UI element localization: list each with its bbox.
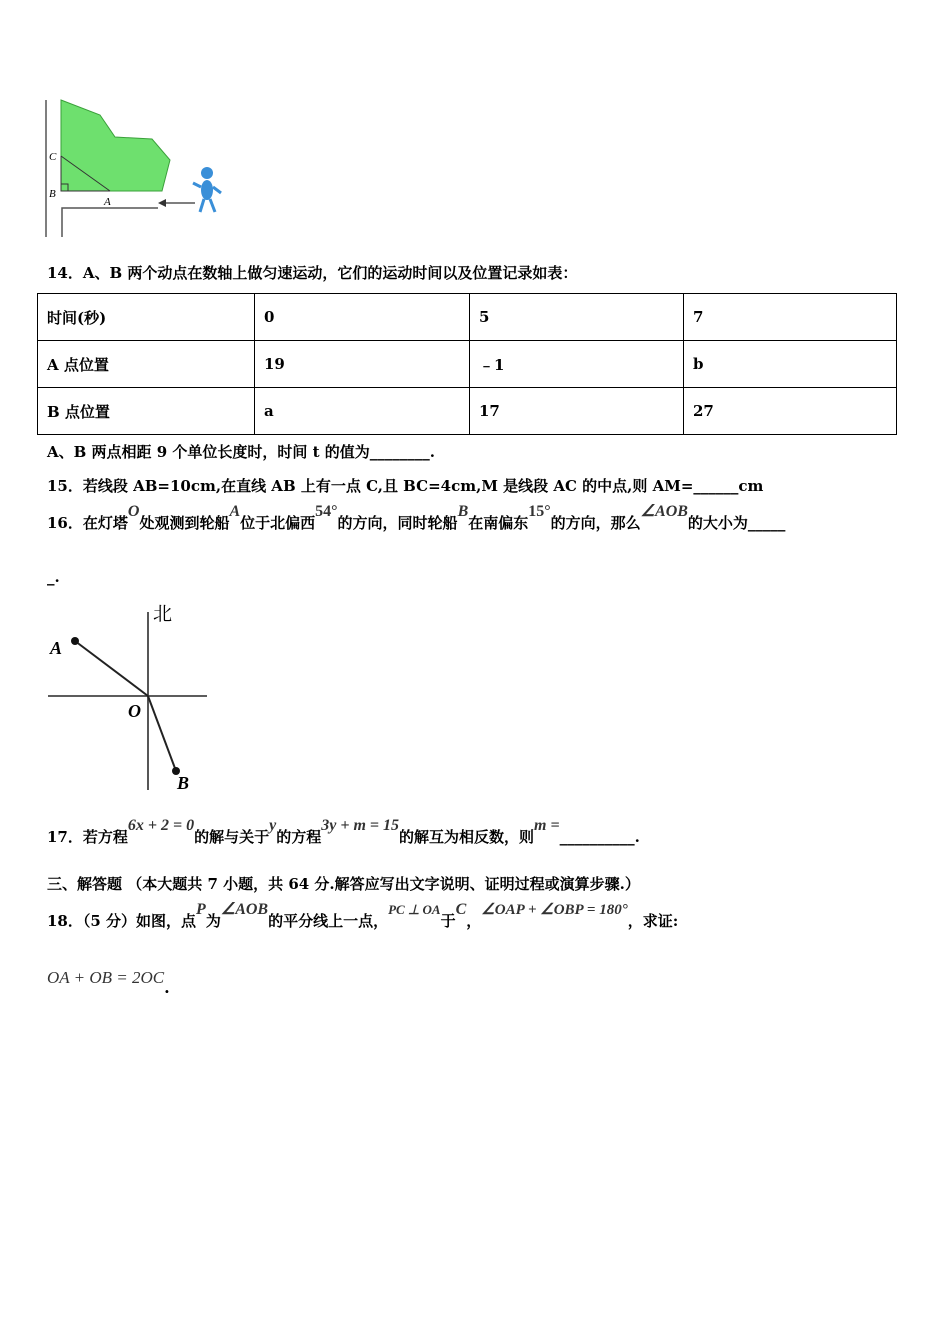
label-o: O bbox=[128, 701, 141, 721]
ray-oa bbox=[75, 641, 148, 696]
q16-t5: 在南偏东 bbox=[468, 514, 529, 532]
q18-dot: . bbox=[164, 978, 170, 997]
q17-m: m = bbox=[534, 817, 560, 834]
q16-t3: 位于北偏西 bbox=[240, 514, 316, 532]
table-cell: B 点位置 bbox=[38, 388, 255, 435]
figure-1-diagram bbox=[40, 95, 230, 240]
table-cell: 0 bbox=[255, 294, 470, 341]
table-cell: 5 bbox=[470, 294, 684, 341]
q16-deg2: 15° bbox=[528, 503, 551, 520]
table-row bbox=[38, 294, 897, 341]
figure-2-diagram bbox=[45, 600, 215, 795]
table-cell: b bbox=[684, 341, 897, 388]
q17-line bbox=[47, 817, 640, 847]
table-row bbox=[38, 388, 897, 435]
table-cell: a bbox=[255, 388, 470, 435]
person-icon bbox=[193, 167, 221, 212]
label-b: B bbox=[49, 188, 56, 200]
q18-c: C bbox=[455, 901, 467, 918]
q16-o: O bbox=[127, 503, 140, 520]
q16-num: 16．在灯塔 bbox=[47, 514, 128, 532]
label-a: A bbox=[50, 638, 63, 658]
q18-angle: ∠AOB bbox=[220, 901, 269, 918]
q16-t6: 的方向，那么 bbox=[550, 514, 641, 532]
q17-t1: 17．若方程 bbox=[47, 828, 128, 846]
q14-table bbox=[37, 293, 897, 435]
q16-b: B bbox=[457, 503, 469, 520]
q18-t5: ， bbox=[466, 912, 482, 930]
table-cell: 27 bbox=[684, 388, 897, 435]
q16-cont: _. bbox=[47, 568, 60, 586]
q18-t1: 18．（5 分）如图，点 bbox=[47, 912, 197, 930]
q17-eq1: 6x + 2 = 0 bbox=[127, 817, 195, 834]
label-a: A bbox=[104, 196, 111, 208]
q15-text: 15．若线段 AB=10cm,在直线 AB 上有一点 C,且 BC=4cm,M 是线段 AC 的中点,则 AM=______cm bbox=[47, 477, 764, 495]
q16-t2: 处观测到轮船 bbox=[139, 514, 230, 532]
q17-t5: __________. bbox=[559, 828, 640, 846]
q17-t4: 的解互为相反数，则 bbox=[399, 828, 535, 846]
q17-t2: 的解与关于 bbox=[194, 828, 270, 846]
q17-eq2: 3y + m = 15 bbox=[321, 817, 400, 834]
q18-cond: ∠OAP + ∠OBP = 180° bbox=[481, 902, 628, 918]
table-cell: 17 bbox=[470, 388, 684, 435]
section-3-heading: 三、解答题 （本大题共 7 小题，共 64 分.解答应写出文字说明、证明过程或演算步骤.） bbox=[47, 875, 640, 893]
green-field bbox=[61, 100, 170, 191]
q18-perp: PC ⊥ OA bbox=[388, 902, 441, 917]
label-north: 北 bbox=[153, 604, 173, 625]
q18-line bbox=[47, 901, 679, 931]
table-cell: 7 bbox=[684, 294, 897, 341]
q18-p: P bbox=[196, 901, 206, 918]
point-a bbox=[71, 637, 79, 645]
ground-line bbox=[62, 208, 158, 237]
q16-a: A bbox=[229, 503, 241, 520]
q18-t6: ，求证: bbox=[627, 912, 679, 930]
table-cell: 19 bbox=[255, 341, 470, 388]
q17-t3: 的方程 bbox=[276, 828, 322, 846]
q14-text: 14．A、B 两个动点在数轴上做匀速运动，它们的运动时间以及位置记录如表： bbox=[47, 264, 578, 282]
q16-deg1: 54° bbox=[315, 503, 338, 520]
q18-t2: 为 bbox=[205, 912, 221, 930]
table-row bbox=[38, 341, 897, 388]
q18-conclusion-line bbox=[47, 968, 170, 997]
ray-ob bbox=[148, 696, 176, 771]
q16-t7: 的大小为_____ bbox=[687, 514, 786, 532]
q18-conclusion: OA + OB = 2OC bbox=[47, 968, 165, 987]
label-c: C bbox=[49, 151, 57, 163]
q17-y: y bbox=[269, 817, 277, 834]
table-cell: 时间(秒) bbox=[38, 294, 255, 341]
label-b: B bbox=[177, 773, 190, 793]
table-cell: ﹣1 bbox=[470, 341, 684, 388]
q14-followup: A、B 两点相距 9 个单位长度时，时间 t 的值为________. bbox=[47, 443, 436, 461]
q16-line bbox=[47, 503, 786, 533]
arrow-head-icon bbox=[158, 199, 166, 207]
q16-angle: ∠AOB bbox=[640, 503, 688, 520]
q16-t4: 的方向，同时轮船 bbox=[337, 514, 458, 532]
q18-t3: 的平分线上一点， bbox=[268, 912, 389, 930]
table-cell: A 点位置 bbox=[38, 341, 255, 388]
q18-t4: 于 bbox=[440, 912, 456, 930]
